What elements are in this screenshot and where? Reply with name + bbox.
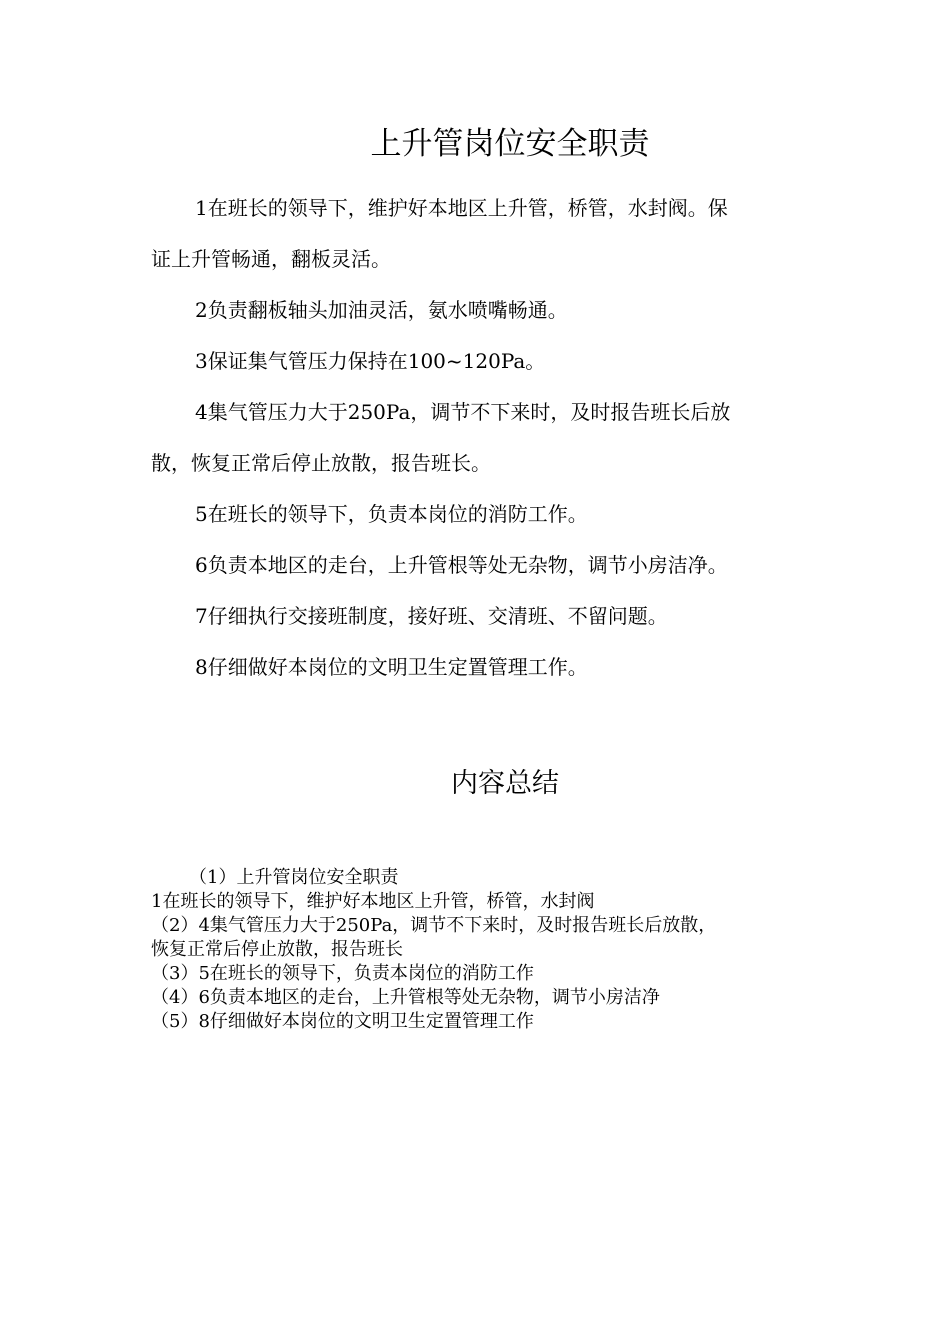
document-title: 上升管岗位安全职责: [370, 126, 650, 162]
summary-line-1: （1）上升管岗位安全职责: [189, 867, 399, 888]
paragraph-5: [151, 502, 801, 527]
paragraph-1: [151, 196, 801, 272]
paragraph-3-line-1: 3保证集气管压力保持在100~120Pa。: [195, 349, 546, 373]
paragraph-7-line-1: 7仔细执行交接班制度，接好班、交清班、不留问题。: [195, 604, 668, 628]
paragraph-4-line-2: 散，恢复正常后停止放散，报告班长。: [151, 451, 491, 475]
summary-line-5: （3）5在班长的领导下，负责本岗位的消防工作: [151, 963, 534, 984]
paragraph-3: [151, 349, 801, 374]
paragraph-8: [151, 655, 801, 680]
paragraph-6: [151, 553, 801, 578]
summary-line-6: （4）6负责本地区的走台，上升管根等处无杂物，调节小房洁净: [151, 987, 660, 1008]
paragraph-5-line-1: 5在班长的领导下，负责本岗位的消防工作。: [195, 502, 588, 526]
summary-title: 内容总结: [451, 768, 559, 799]
paragraph-4-line-1: 4集气管压力大于250Pa，调节不下来时，及时报告班长后放: [195, 400, 731, 424]
paragraph-1-line-2: 证上升管畅通，翻板灵活。: [151, 247, 391, 271]
paragraph-1-line-1: 1在班长的领导下，维护好本地区上升管，桥管，水封阀。保: [195, 196, 728, 220]
paragraph-7: [151, 604, 801, 629]
summary-line-3: （2）4集气管压力大于250Pa，调节不下来时，及时报告班长后放散，: [151, 915, 717, 936]
paragraph-2-line-1: 2负责翻板轴头加油灵活，氨水喷嘴畅通。: [195, 298, 568, 322]
summary-line-7: （5）8仔细做好本岗位的文明卫生定置管理工作: [151, 1011, 534, 1032]
summary-list: [151, 866, 811, 1034]
paragraph-8-line-1: 8仔细做好本岗位的文明卫生定置管理工作。: [195, 655, 588, 679]
paragraph-2: [151, 298, 801, 323]
summary-line-2: 1在班长的领导下，维护好本地区上升管，桥管，水封阀: [151, 891, 595, 912]
paragraph-6-line-1: 6负责本地区的走台，上升管根等处无杂物，调节小房洁净。: [195, 553, 728, 577]
summary-line-4: 恢复正常后停止放散，报告班长: [151, 939, 403, 960]
document-body: [151, 196, 801, 706]
paragraph-4: [151, 400, 801, 476]
